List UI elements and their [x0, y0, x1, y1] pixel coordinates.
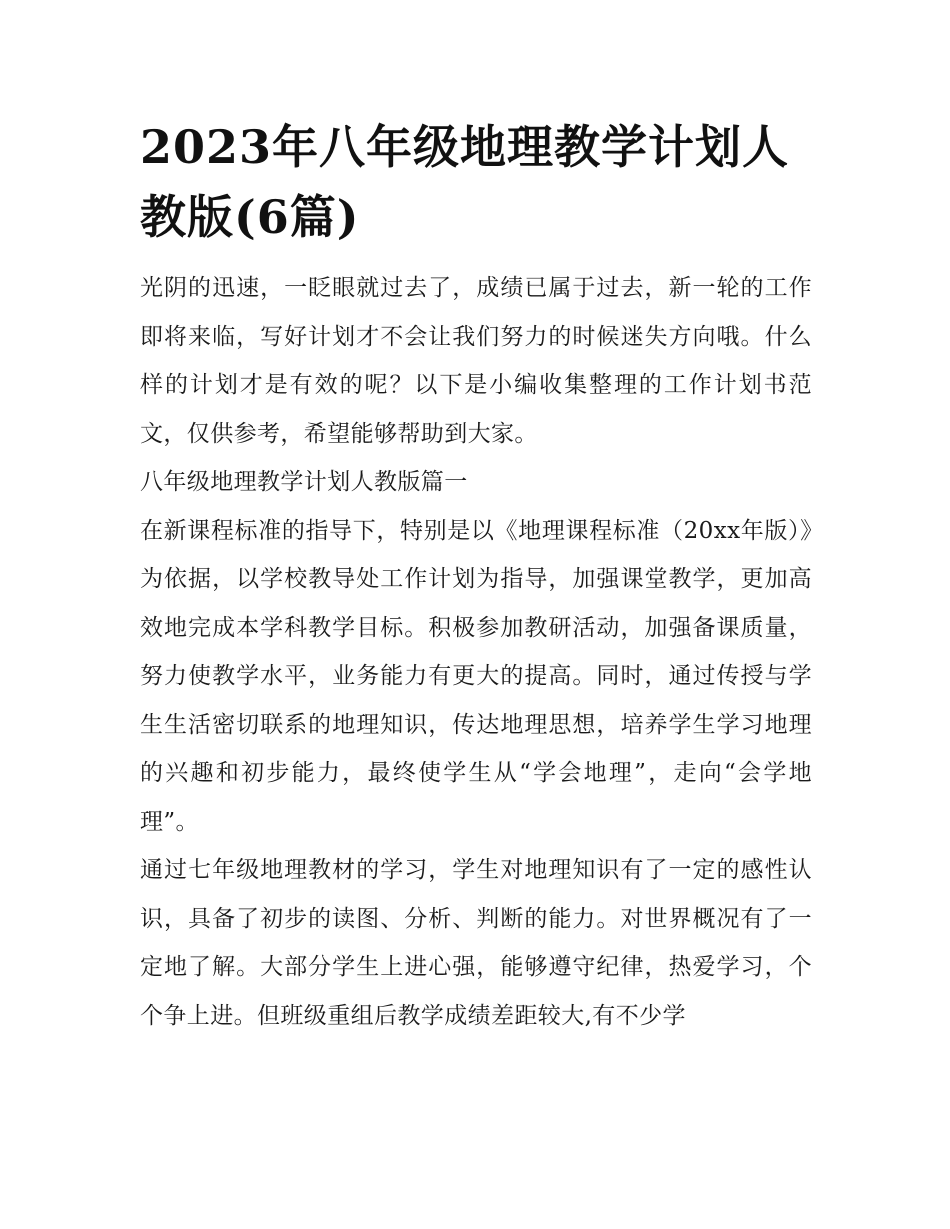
document-body	[140, 112, 812, 1040]
document-title: 2023年八年级地理教学计划人教版(6篇)	[140, 120, 790, 244]
intro-paragraph: 光阴的迅速，一眨眼就过去了，成绩已属于过去，新一轮的工作即将来临，写好计划才不会让我们努力的时候迷失方向哦。什么样的计划才是有效的呢？以下是小编收集整理的工作计划书范文，仅供参考，希望能够帮助到大家。	[140, 275, 812, 447]
body-paragraph: 通过七年级地理教材的学习，学生对地理知识有了一定的感性认识，具备了初步的读图、分析、判断的能力。对世界概况有了一定地了解。大部分学生上进心强，能够遵守纪律，热爱学习，个个争上进。但班级重组后教学成绩差距较大,有不少学	[140, 857, 812, 1029]
body-paragraph: 在新课程标准的指导下，特别是以《地理课程标准（20xx年版）》为依据，以学校教导处工作计划为指导，加强课堂教学，更加高效地完成本学科教学目标。积极参加教研活动，加强备课质量，努力使教学水平，业务能力有更大的提高。同时，通过传授与学生生活密切联系的地理知识，传达地理思想，培养学生学习地理的兴趣和初步能力，最终使学生从“学会地理”，走向“会学地理”。	[140, 517, 812, 835]
section-heading: 八年级地理教学计划人教版篇一	[140, 469, 468, 495]
